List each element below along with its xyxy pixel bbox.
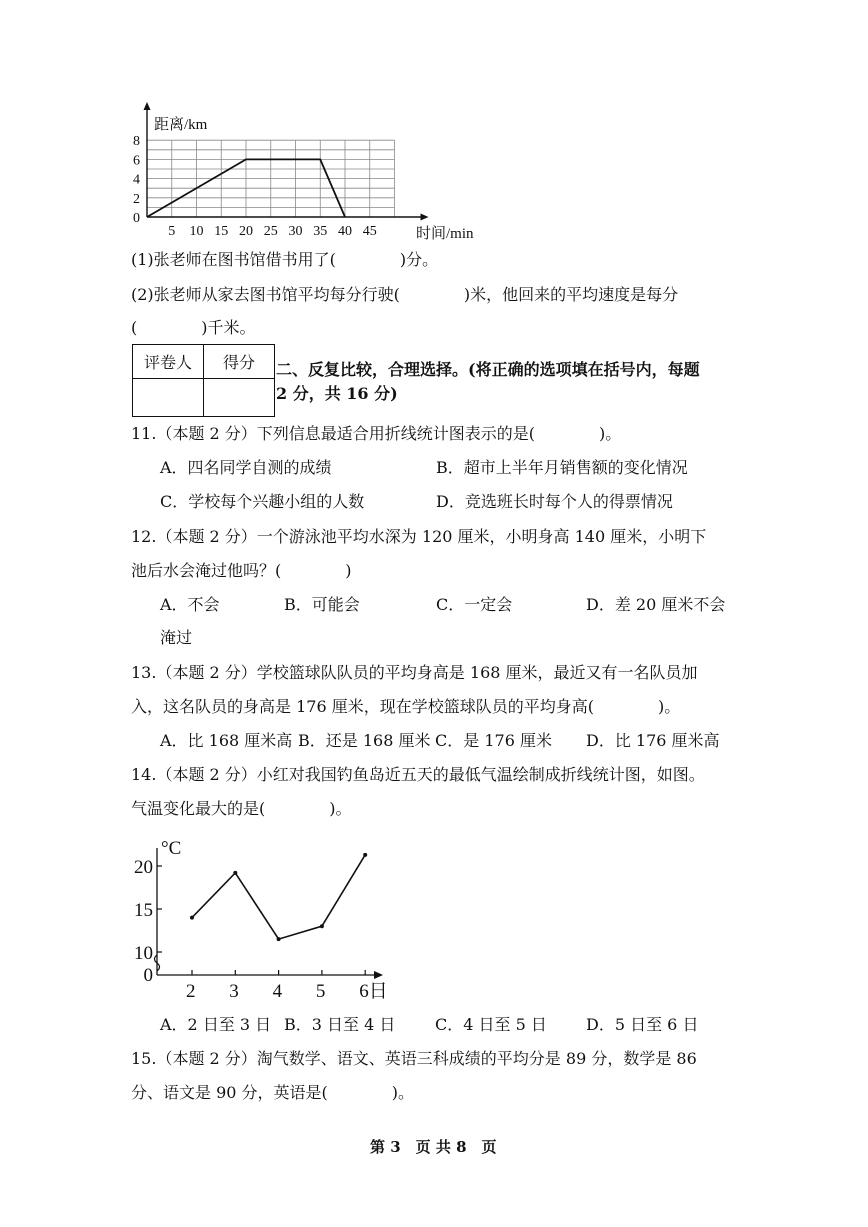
question-12-stem-line1: 12.（本题 2 分）一个游泳池平均水深为 120 厘米，小明身高 140 厘米，小明下 bbox=[131, 527, 707, 546]
chart2-x-tick-label: 4 bbox=[272, 981, 283, 1002]
question-11-option-a: A．四名同学自测的成绩 bbox=[160, 458, 332, 477]
chart1-x-tick-label: 40 bbox=[338, 224, 352, 239]
question-14-stem-line1: 14.（本题 2 分）小红对我国钓鱼岛近五天的最低气温绘制成折线统计图，如图。 bbox=[131, 765, 705, 784]
question-14-option-a: A．2 日至 3 日 bbox=[160, 1015, 272, 1034]
question-11-option-b: B．超市上半年月销售额的变化情况 bbox=[436, 458, 688, 477]
chart2-y-tick-label: 15 bbox=[134, 900, 153, 921]
question-11-stem: 11.（本题 2 分）下列信息最适合用折线统计图表示的是( )。 bbox=[131, 424, 622, 443]
chart2-data-point bbox=[320, 924, 324, 928]
question-15-stem-line2: 分、语文是 90 分，英语是( )。 bbox=[131, 1083, 415, 1102]
chart1-x-tick-label: 35 bbox=[313, 224, 328, 239]
temperature-chart bbox=[125, 832, 415, 1007]
score-table-grader-cell[interactable] bbox=[133, 379, 204, 417]
score-table-grader-header: 评卷人 bbox=[133, 345, 204, 379]
chart2-data-point bbox=[233, 871, 237, 875]
chart2-points bbox=[190, 853, 367, 941]
question-12-stem-line2: 池后水会淹过他吗？( ) bbox=[131, 561, 352, 580]
chart2-data-point bbox=[363, 853, 367, 857]
section-heading-line1: 二、反复比较，合理选择。(将正确的选项填在括号内，每题 bbox=[276, 360, 700, 379]
question-12-option-a: A．不会 bbox=[160, 595, 220, 614]
page-footer: 第 3 页 共 8 页 bbox=[370, 1138, 497, 1156]
chart2-y-tick-label: 0 bbox=[143, 965, 153, 986]
chart1-x-tick-label: 25 bbox=[263, 224, 278, 239]
distance-time-chart bbox=[120, 100, 500, 245]
chart2-data-point bbox=[277, 937, 281, 941]
chart1-x-axis-label: 时间/min bbox=[416, 226, 474, 242]
chart2-x-tick-label: 6日 bbox=[359, 981, 388, 1002]
chart2-x-arrow bbox=[374, 971, 383, 979]
question-10-part-2-cont: ( )千米。 bbox=[131, 318, 256, 337]
chart1-x-tick-label: 45 bbox=[362, 224, 377, 239]
question-13-stem-line1: 13.（本题 2 分）学校篮球队队员的平均身高是 168 厘米，最近又有一名队员加 bbox=[131, 663, 698, 682]
section-heading-line2: 2 分，共 16 分) bbox=[276, 384, 398, 403]
chart2-x-tick-label: 3 bbox=[229, 981, 239, 1002]
score-table-score-cell[interactable] bbox=[204, 379, 275, 417]
chart2-x-tick-label: 2 bbox=[186, 981, 196, 1002]
chart2-x-tick-label: 5 bbox=[315, 981, 326, 1002]
question-13-option-d: D．比 176 厘米高 bbox=[586, 731, 720, 750]
chart1-y-tick-label: 4 bbox=[133, 172, 140, 188]
chart1-y-tick-label: 2 bbox=[133, 191, 140, 207]
question-15-stem-line1: 15.（本题 2 分）淘气数学、语文、英语三科成绩的平均分是 89 分，数学是 86 bbox=[131, 1049, 697, 1068]
question-10-part-1: (1)张老师在图书馆借书用了( )分。 bbox=[131, 250, 439, 269]
question-14-option-b: B．3 日至 4 日 bbox=[284, 1015, 396, 1034]
chart2-ticks bbox=[134, 857, 388, 1002]
question-10-part-2: (2)张老师从家去图书馆平均每分行驶( )米，他回来的平均速度是每分 bbox=[131, 285, 679, 304]
chart1-x-tick-label: 5 bbox=[168, 224, 176, 239]
chart1-x-tick-label: 15 bbox=[214, 224, 229, 239]
chart1-x-arrow bbox=[421, 214, 429, 221]
question-14-option-c: C．4 日至 5 日 bbox=[435, 1015, 547, 1034]
question-12-option-c: C．一定会 bbox=[436, 595, 513, 614]
chart2-y-axis-label: °C bbox=[161, 838, 182, 859]
score-table bbox=[132, 344, 275, 417]
question-12-option-b: B．可能会 bbox=[284, 595, 360, 614]
question-12-option-d-cont: 淹过 bbox=[160, 628, 193, 647]
question-13-stem-line2: 入，这名队员的身高是 176 厘米，现在学校篮球队员的平均身高( )。 bbox=[131, 697, 681, 716]
question-13-option-b: B．还是 168 厘米 bbox=[298, 731, 431, 750]
chart1-y-axis-label: 距离/km bbox=[154, 117, 208, 133]
chart1-x-tick-label: 20 bbox=[239, 224, 253, 239]
chart1-grid bbox=[147, 140, 395, 217]
chart1-y-tick-label: 6 bbox=[133, 153, 140, 169]
question-11-option-d: D．竞选班长时每个人的得票情况 bbox=[436, 492, 673, 511]
question-14-stem-line2: 气温变化最大的是( )。 bbox=[131, 799, 352, 818]
chart1-y-tick-label: 0 bbox=[133, 211, 140, 226]
chart1-y-tick-label: 8 bbox=[133, 134, 140, 150]
chart2-y-tick-label: 10 bbox=[134, 943, 153, 964]
chart2-y-tick-label: 20 bbox=[134, 857, 153, 878]
chart2-axes bbox=[155, 848, 384, 979]
question-14-option-d: D．5 日至 6 日 bbox=[586, 1015, 699, 1034]
chart1-y-arrow bbox=[144, 102, 151, 110]
question-11-option-c: C．学校每个兴趣小组的人数 bbox=[160, 492, 365, 511]
question-13-option-c: C．是 176 厘米 bbox=[435, 731, 552, 750]
score-table-score-header: 得分 bbox=[204, 345, 275, 379]
chart1-x-tick-label: 10 bbox=[189, 224, 204, 239]
chart2-data-point bbox=[190, 916, 194, 920]
question-13-option-a: A．比 168 厘米高 bbox=[160, 731, 293, 750]
chart2-series-line bbox=[192, 855, 365, 939]
question-12-option-d: D．差 20 厘米不会 bbox=[586, 595, 726, 614]
chart1-x-tick-label: 30 bbox=[288, 224, 303, 239]
